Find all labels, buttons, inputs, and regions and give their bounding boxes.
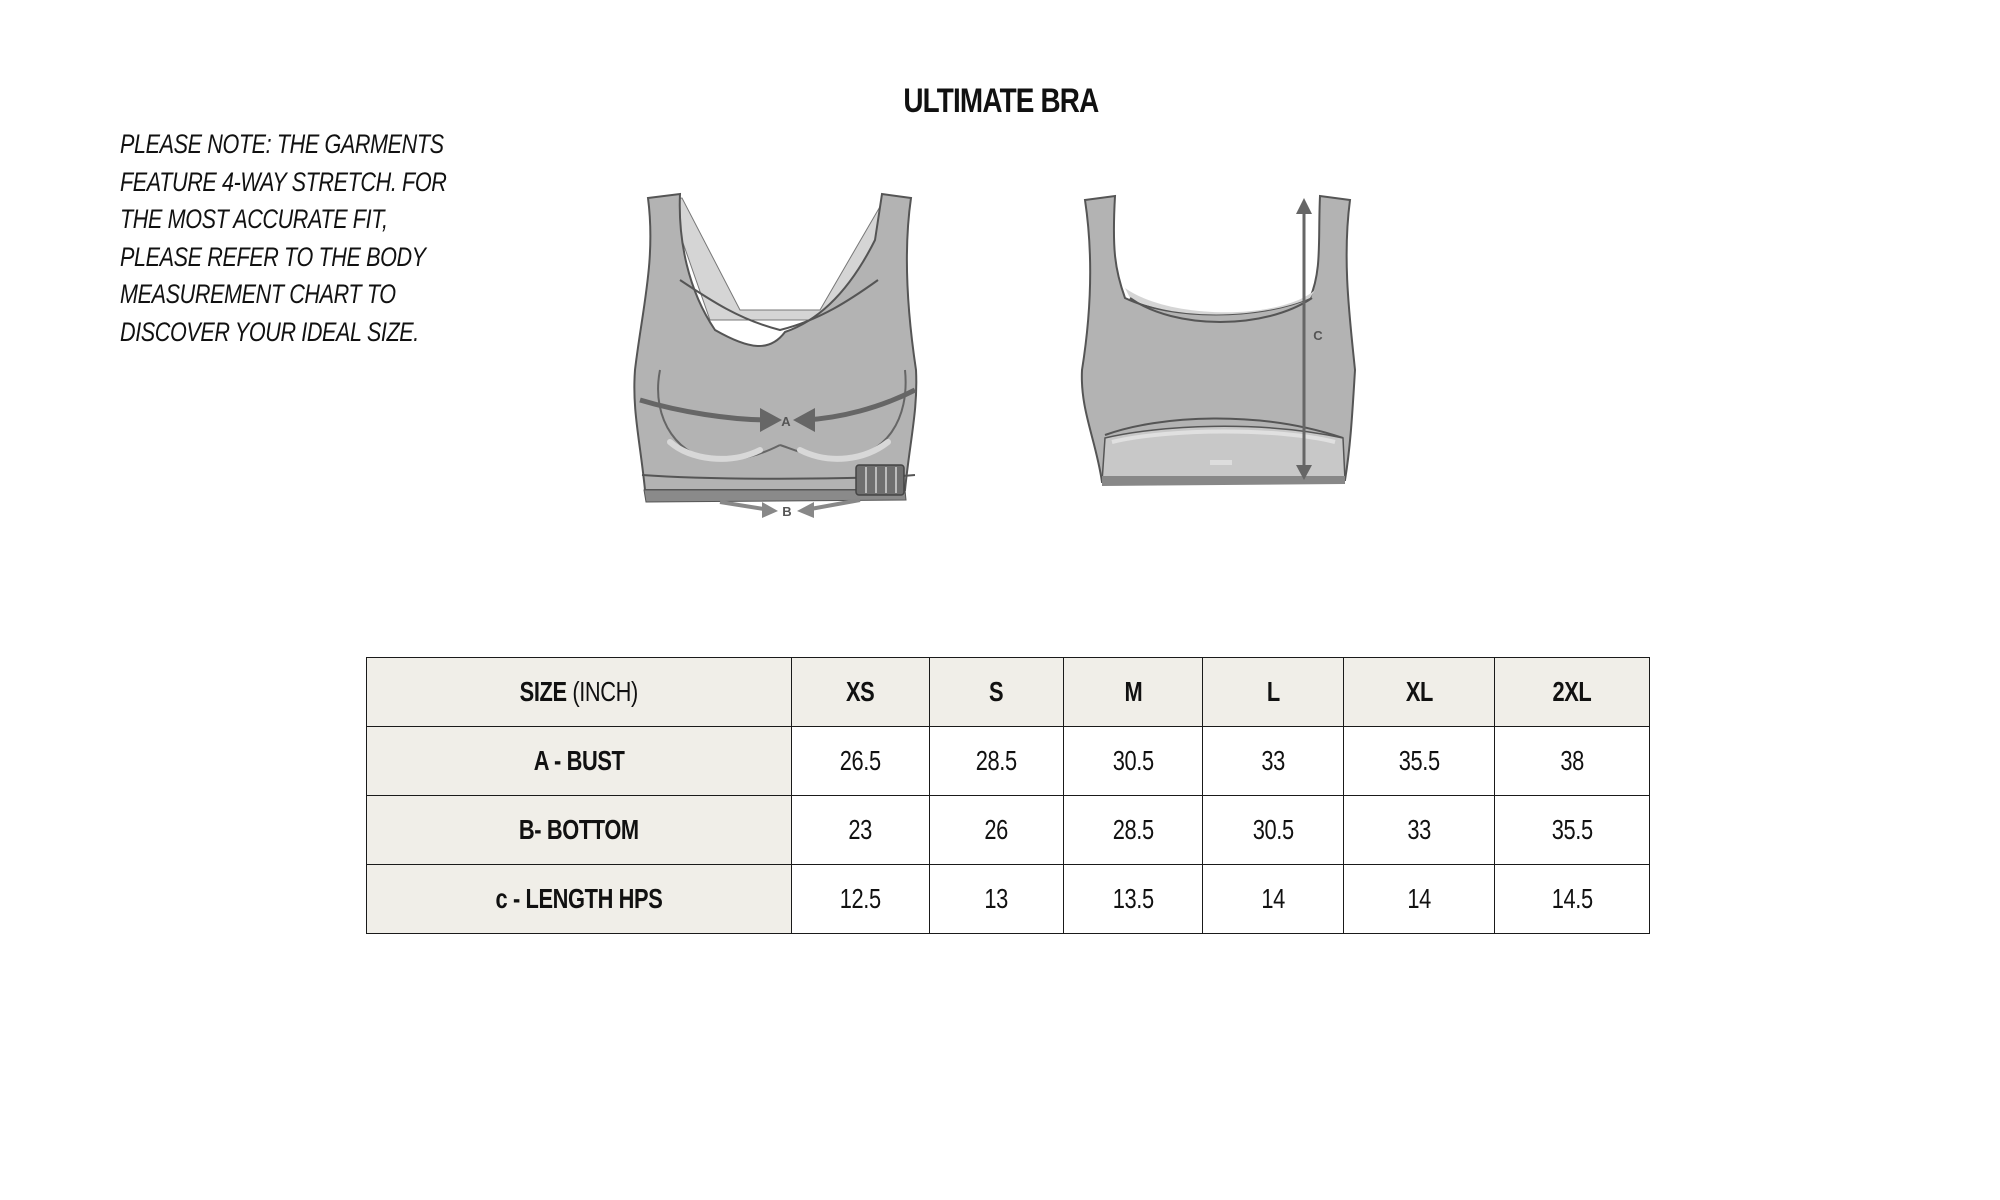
table-cell: 28.5 [930,727,1064,796]
size-header-row [367,658,1650,727]
table-cell: 30.5 [1203,796,1344,865]
size-col-header: M [1064,658,1203,727]
size-col-header: XS [792,658,930,727]
length-marker-label: C [1313,328,1323,343]
table-cell: 14 [1203,865,1344,934]
size-header-label [367,658,792,727]
row-label-bottom: B- BOTTOM [367,796,792,865]
size-col-header: S [930,658,1064,727]
table-cell: 12.5 [792,865,930,934]
back-view-diagram [1060,180,1380,500]
table-cell: 14.5 [1495,865,1650,934]
table-cell: 33 [1203,727,1344,796]
table-cell: 14 [1344,865,1495,934]
size-chart-table [366,657,1650,934]
fit-note: PLEASE NOTE: THE GARMENTS FEATURE 4-WAY STRETCH. FOR THE MOST ACCURATE FIT, PLEASE REFER TO THE BODY MEASUREMENT CHART TO DISCOVER YOUR IDEAL SIZE. [120,129,447,347]
table-cell: 30.5 [1064,727,1203,796]
table-row [367,865,1650,934]
size-col-header: 2XL [1495,658,1650,727]
table-cell: 13 [930,865,1064,934]
unit-label: (INCH) [572,676,639,707]
row-label-bust: A - BUST [367,727,792,796]
table-row [367,796,1650,865]
size-col-header: L [1203,658,1344,727]
table-cell: 13.5 [1064,865,1203,934]
size-col-header: XL [1344,658,1495,727]
front-view-diagram [620,180,940,520]
table-cell: 26 [930,796,1064,865]
bottom-marker-label: B [782,504,792,519]
table-cell: 23 [792,796,930,865]
table-cell: 35.5 [1495,796,1650,865]
row-label-length: c - LENGTH HPS [367,865,792,934]
size-label: SIZE [519,676,567,707]
bust-marker-label: A [781,414,791,429]
table-cell: 35.5 [1344,727,1495,796]
table-cell: 26.5 [792,727,930,796]
table-cell: 33 [1344,796,1495,865]
table-cell: 28.5 [1064,796,1203,865]
page-title: ULTIMATE BRA [903,82,1099,120]
table-cell: 38 [1495,727,1650,796]
table-row [367,727,1650,796]
